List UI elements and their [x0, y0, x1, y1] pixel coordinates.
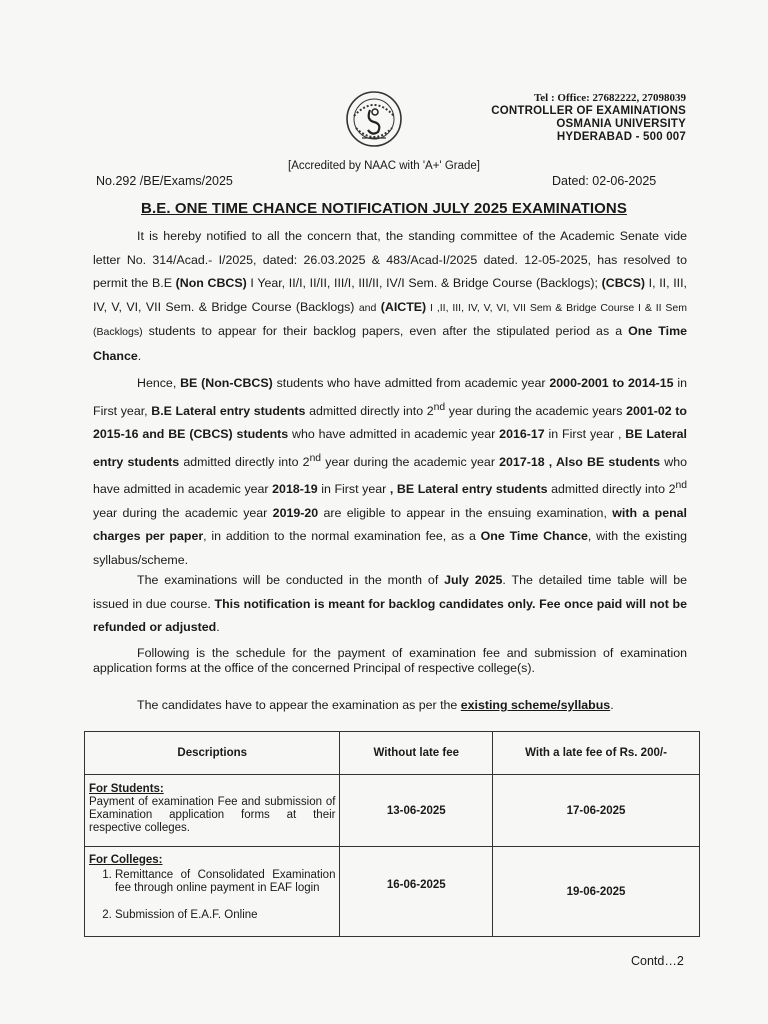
- document-date: Dated: 02-06-2025: [552, 174, 657, 188]
- office-header: [491, 92, 686, 144]
- header-descriptions: Descriptions: [85, 732, 340, 775]
- paragraph-scheme-note: The candidates have to appear the examination as per the existing scheme/syllabus.: [137, 698, 614, 712]
- students-date-with-late-fee: 17-06-2025: [493, 775, 700, 847]
- header-without-late-fee: Without late fee: [340, 732, 493, 775]
- accreditation-line: [Accredited by NAAC with 'A+' Grade]: [288, 160, 480, 172]
- paragraph-exam-schedule: The examinations will be conducted in the month of July 2025. The detailed time table will be issued in due course. This notification is meant for backlog candidates only. Fee once paid will not be refunded or adjusted.: [93, 573, 687, 634]
- table-header-row: [85, 732, 700, 775]
- header-with-late-fee: With a late fee of Rs. 200/-: [493, 732, 700, 775]
- list-item: 1. Remittance of Consolidated Examination fee through online payment in EAF login: [115, 869, 335, 895]
- notification-title: B.E. ONE TIME CHANCE NOTIFICATION JULY 2025 EXAMINATIONS: [141, 200, 627, 217]
- students-section-label: For Students:: [89, 782, 164, 795]
- telephone-line: Tel : Office: 27682222, 27098039: [533, 92, 686, 104]
- table-row-colleges: [85, 847, 700, 937]
- paragraph-eligibility: Hence, BE (Non-CBCS) students who have admitted from academic year 2000-2001 to 2014-15 in First year, B.E Lateral entry students admitted directly into 2nd year during the academic years 2001-02 to 2015-16 and BE (CBCS) students who have admitted in academic year 2016-17 in First year , BE Lateral entry students admitted directly into 2nd year during the academic year 2017-18 , Also BE students who have admitted in academic year 2018-19 in First year , BE Lateral entry students admitted directly into 2nd year during the academic year 2019-20 are eligible to appear in the ensuing examination, with a penal charges per paper, in addition to the normal examination fee, as a One Time Chance, with the existing syllabus/scheme.: [93, 376, 688, 567]
- reference-number: No.292 /BE/Exams/2025: [96, 174, 233, 188]
- table-row-students: [85, 775, 700, 847]
- continued-marker: Contd…2: [631, 954, 684, 968]
- fee-schedule-table: [84, 731, 700, 937]
- students-description: Payment of examination Fee and submission of Examination application forms at their respective colleges.: [89, 795, 336, 834]
- paragraph-fee-schedule-intro: Following is the schedule for the payment of examination fee and submission of examination application forms at the office of the concerned Principal of respective college(s).: [93, 646, 687, 675]
- city-line: HYDERABAD - 500 007: [556, 131, 686, 143]
- paragraph-senate-resolution: It is hereby notified to all the concern that, the standing committee of the Academic Senate vide letter No. 314/Acad.- I/2025, dated: 26.03.2025 & 483/Acad-I/2025 dated. 12-05-2025, has resolved to permit the B.E (Non CBCS) I Year, II/I, II/II, III/I, III/II, IV/I Sem. & Bridge Course (Backlogs); (CBCS) I, II, III, IV, V, VI, VII Sem. & Bridge Course (Backlogs) and (AICTE) I ,II, III, IV, V, VI, VII Sem & Bridge Course I & II Sem (Backlogs) students to appear for their backlog papers, even after the stipulated period as a One Time Chance.: [93, 229, 687, 363]
- colleges-date-with-late-fee: 19-06-2025: [493, 847, 700, 937]
- students-date-without-late-fee: 13-06-2025: [340, 775, 493, 847]
- colleges-section-label: For Colleges:: [89, 853, 163, 866]
- list-item: 2. Submission of E.A.F. Online: [115, 909, 335, 922]
- university-seal-icon: [344, 88, 404, 150]
- colleges-date-without-late-fee: 16-06-2025: [340, 847, 493, 937]
- colleges-item-list: [89, 869, 335, 922]
- office-name: CONTROLLER OF EXAMINATIONS: [491, 105, 686, 117]
- students-description-cell: [85, 775, 340, 847]
- colleges-description-cell: [85, 847, 340, 937]
- university-name: OSMANIA UNIVERSITY: [556, 118, 686, 130]
